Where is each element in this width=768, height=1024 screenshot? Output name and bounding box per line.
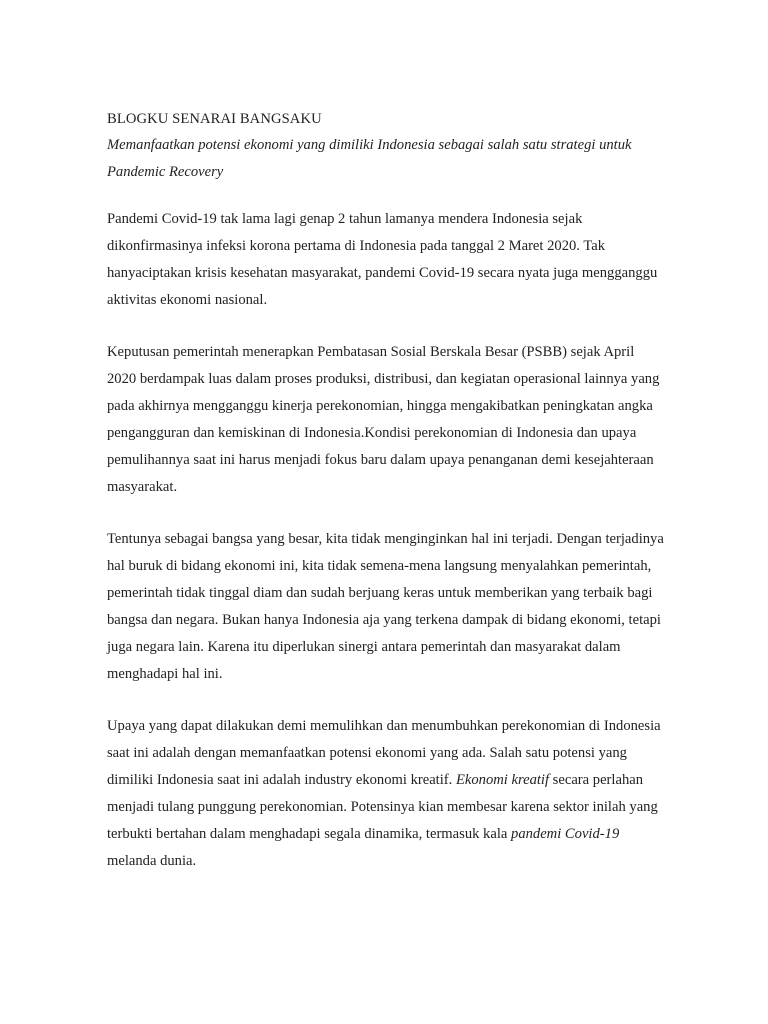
paragraph-4-italic-pandemi: pandemi Covid-19 <box>511 826 620 842</box>
paragraph-4 <box>107 713 667 875</box>
paragraph-4-text-a: Upaya yang dapat dilakukan demi memulihkan dan menumbuhkan perekonomian di Indonesia saat ini adalah dengan memanfaatkan potensi ekonomi yang ada. Salah satu potensi yang dimiliki Indonesia saat ini adalah industry ekonomi kreatif. <box>107 718 661 788</box>
paragraph-1: Pandemi Covid-19 tak lama lagi genap 2 tahun lamanya mendera Indonesia sejak dikonfirmasinya infeksi korona pertama di Indonesia pada tanggal 2 Maret 2020. Tak hanyaciptakan krisis kesehatan masyarakat, pandemi Covid-19 secara nyata juga mengganggu aktivitas ekonomi nasional. <box>107 211 658 308</box>
paragraph-3: Tentunya sebagai bangsa yang besar, kita tidak menginginkan hal ini terjadi. Dengan terjadinya hal buruk di bidang ekonomi ini, kita tidak semena-mena langsung menyalahkan pemerintah, pemerintah tidak tinggal diam dan sudah berjuang keras untuk memberikan yang terbaik bagi bangsa dan negara. Bukan hanya Indonesia aja yang terkena dampak di bidang ekonomi, tetapi juga negara lain. Karena itu diperlukan sinergi antara pemerintah dan masyarakat dalam menghadapi hal ini. <box>107 531 664 682</box>
paragraph-2: Keputusan pemerintah menerapkan Pembatasan Sosial Berskala Besar (PSBB) sejak April 2020 berdampak luas dalam proses produksi, distribusi, dan kegiatan operasional lainnya yang pada akhirnya mengganggu kinerja perekonomian, hingga mengakibatkan peningkatan angka pengangguran dan kemiskinan di Indonesia.Kondisi perekonomian di Indonesia dan upaya pemulihannya saat ini harus menjadi fokus baru dalam upaya penanganan demi kesejahteraan masyarakat. <box>107 344 660 495</box>
document-title: BLOGKU SENARAI BANGSAKU <box>107 111 322 127</box>
paragraph-4-italic-ekonomi-kreatif: Ekonomi kreatif <box>455 772 550 788</box>
paragraph-4-text-c: melanda dunia. <box>107 853 197 869</box>
document-subtitle: Memanfaatkan potensi ekonomi yang dimiliki Indonesia sebagai salah satu strategi untuk Pandemic Recovery <box>107 137 632 180</box>
document-body <box>107 106 667 875</box>
paragraph-4-text-b: secara perlahan menjadi tulang punggung perekonomian. Potensinya kian membesar karena sektor inilah yang terbukti bertahan dalam menghadapi segala dinamika, termasuk kala <box>107 772 658 842</box>
